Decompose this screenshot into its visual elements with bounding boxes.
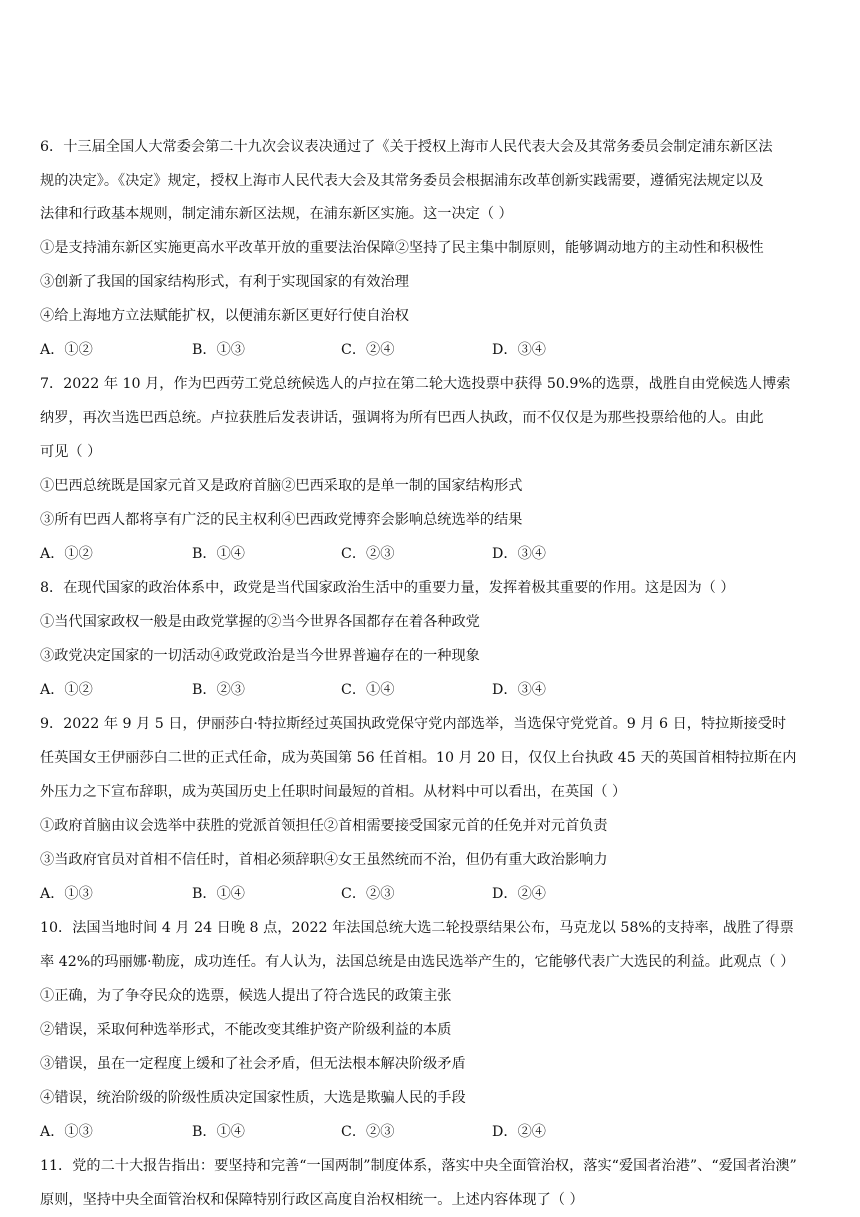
question-11-stem-line-1: 11．党的二十大报告指出：要坚持和完善“一国两制”制度体系，落实中央全面管治权，落实“爱国者治港”、“爱国者治澳” [40,1158,797,1174]
question-9-statement-3-4: ③当政府官员对首相不信任时，首相必须辞职④女王虽然统而不治，但仍有重大政治影响力 [40,852,608,868]
question-8-option-c: C．①④ [341,682,395,698]
question-9-option-c: C．②③ [341,886,395,902]
question-8-option-b: B．②③ [192,682,245,698]
question-7-statement-3-4: ③所有巴西人都将享有广泛的民主权利④巴西政党博弈会影响总统选举的结果 [40,512,523,528]
question-7-option-b: B．①④ [192,546,245,562]
question-7-option-c: C．②③ [341,546,395,562]
question-8-statement-3-4: ③政党决定国家的一切活动④政党政治是当今世界普遍存在的一种现象 [40,648,480,664]
question-9-statement-1-2: ①政府首脑由议会选举中获胜的党派首领担任②首相需要接受国家元首的任免并对元首负责 [40,818,608,834]
question-6-statement-1-2: ①是支持浦东新区实施更高水平改革开放的重要法治保障②坚持了民主集中制原则，能够调动地方的主动性和积极性 [40,240,764,256]
question-8-statement-1-2: ①当代国家政权一般是由政党掌握的②当今世界各国都存在着各种政党 [40,614,480,630]
question-8-option-a: A．①② [40,682,93,698]
question-10-statement-1: ①正确，为了争夺民众的选票，候选人提出了符合选民的政策主张 [40,988,452,1004]
question-8-stem-line-1: 8．在现代国家的政治体系中，政党是当代国家政治生活中的重要力量，发挥着极其重要的作用。这是因为（ ） [40,580,735,596]
question-7-stem-line-2: 纳罗，再次当选巴西总统。卢拉获胜后发表讲话，强调将为所有巴西人执政，而不仅仅是为那些投票给他的人。由此 [40,410,764,426]
question-6-option-d: D．③④ [492,342,546,358]
question-10-option-d: D．②④ [492,1124,546,1140]
question-10-stem-line-1: 10．法国当地时间 4 月 24 日晚 8 点，2022 年法国总统大选二轮投票结果公布，马克龙以 58%的支持率，战胜了得票 [40,920,794,936]
question-6-statement-3: ③创新了我国的国家结构形式，有利于实现国家的有效治理 [40,274,409,290]
question-6-option-b: B．①③ [192,342,245,358]
question-7-option-d: D．③④ [492,546,546,562]
question-7-option-a: A．①② [40,546,93,562]
question-6-option-c: C．②④ [341,342,395,358]
question-11-stem-line-2: 原则，坚持中央全面管治权和保障特别行政区高度自治权相统一。上述内容体现了（ ） [40,1192,584,1208]
question-7-stem-line-3: 可见（ ） [40,444,102,460]
question-7-stem-line-1: 7．2022 年 10 月，作为巴西劳工党总统候选人的卢拉在第二轮大选投票中获得 50.9%的选票，战胜自由党候选人博索 [40,376,791,392]
question-9-stem-line-2: 任英国女王伊丽莎白二世的正式任命，成为英国第 56 任首相。10 月 20 日，仅仅上台执政 45 天的英国首相特拉斯在内 [40,750,797,766]
question-6-statement-4: ④给上海地方立法赋能扩权，以便浦东新区更好行使自治权 [40,308,409,324]
question-9-stem-line-1: 9．2022 年 9 月 5 日，伊丽莎白·特拉斯经过英国执政党保守党内部选举，当选保守党党首。9 月 6 日，特拉斯接受时 [40,716,787,732]
question-6-stem-line-2: 规的决定》。《决定》规定，授权上海市人民代表大会及其常务委员会根据浦东改革创新实践需要，遵循宪法规定以及 [40,173,764,189]
question-9-option-d: D．②④ [492,886,546,902]
question-9-stem-line-3: 外压力之下宣布辞职，成为英国历史上任职时间最短的首相。从材料中可以看出，在英国（ ） [40,784,627,800]
question-6-option-a: A．①② [40,342,93,358]
question-6-stem-line-1: 6．十三届全国人大常委会第二十九次会议表决通过了《关于授权上海市人民代表大会及其常务委员会制定浦东新区法 [40,139,773,155]
question-10-option-a: A．①③ [40,1124,93,1140]
question-7-statement-1-2: ①巴西总统既是国家元首又是政府首脑②巴西采取的是单一制的国家结构形式 [40,478,523,494]
question-10-option-b: B．①④ [192,1124,245,1140]
question-8-option-d: D．③④ [492,682,546,698]
question-10-statement-3: ③错误，虽在一定程度上缓和了社会矛盾，但无法根本解决阶级矛盾 [40,1056,466,1072]
question-10-statement-4: ④错误，统治阶级的阶级性质决定国家性质，大选是欺骗人民的手段 [40,1090,466,1106]
question-10-stem-line-2: 率 42%的玛丽娜·勒庞，成功连任。有人认为，法国总统是由选民选举产生的，它能够代表广大选民的利益。此观点（ ） [40,954,795,970]
question-10-option-c: C．②③ [341,1124,395,1140]
question-6-stem-line-3: 法律和行政基本规则，制定浦东新区法规，在浦东新区实施。这一决定（ ） [40,206,513,222]
question-9-option-b: B．①④ [192,886,245,902]
question-9-option-a: A．①③ [40,886,93,902]
question-10-statement-2: ②错误，采取何种选举形式，不能改变其维护资产阶级利益的本质 [40,1022,452,1038]
